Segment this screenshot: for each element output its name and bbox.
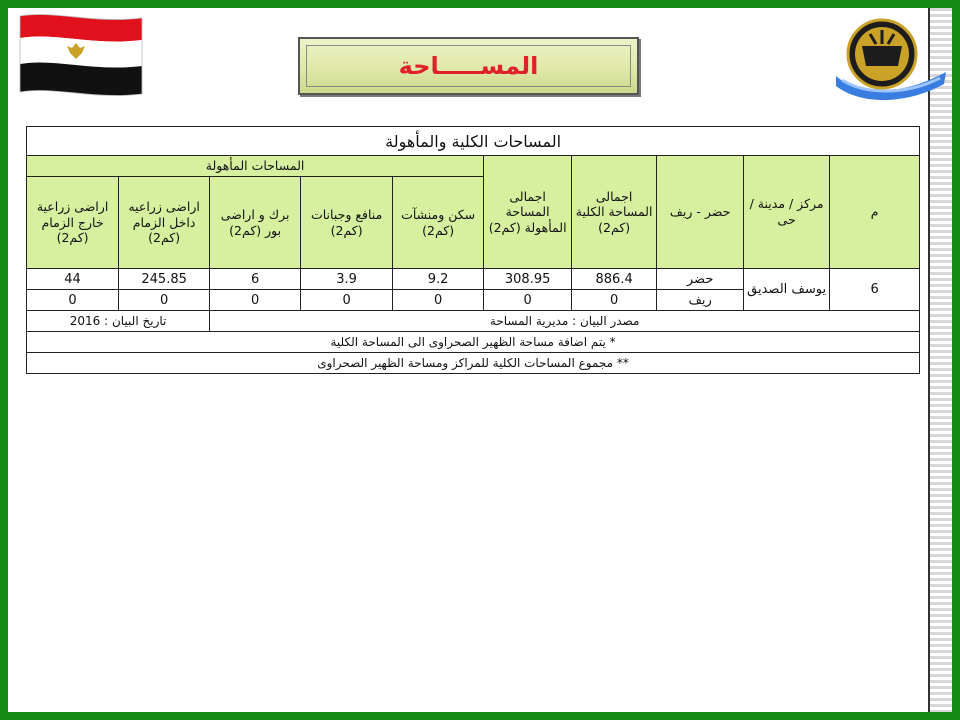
governorate-emblem-icon: [834, 14, 949, 106]
title-banner: [298, 37, 639, 95]
header-center: مركز / مدينة / حى: [744, 156, 830, 269]
date-note: تاريخ البيان : 2016: [27, 311, 210, 332]
header-populated-group: المساحات المأهولة: [27, 156, 484, 177]
header-ponds: برك و اراضى بور (كم2): [210, 177, 301, 269]
header-utilities: منافع وجبانات (كم2): [301, 177, 393, 269]
footnote-2: ** مجموع المساحات الكلية للمراكز ومساحة الظهير الصحراوى: [27, 353, 920, 374]
cell-utilities: 3.9: [301, 269, 393, 290]
cell-housing: 9.2: [393, 269, 484, 290]
cell-m: 6: [830, 269, 920, 311]
cell-total-populated: 0: [484, 290, 572, 311]
cell-total-area: 886.4: [572, 269, 657, 290]
header-urban-rural: حضر - ريف: [657, 156, 744, 269]
cell-ponds: 0: [210, 290, 301, 311]
cell-type: حضر: [657, 269, 744, 290]
cell-agri-inside: 0: [119, 290, 210, 311]
source-note: مصدر البيان : مديرية المساحة: [210, 311, 920, 332]
header-housing: سكن ومنشآت (كم2): [393, 177, 484, 269]
cell-agri-inside: 245.85: [119, 269, 210, 290]
cell-ponds: 6: [210, 269, 301, 290]
cell-housing: 0: [393, 290, 484, 311]
header-agri-outside: اراضى زراعية خارج الزمام (كم2): [27, 177, 119, 269]
decorative-strip: [928, 8, 952, 712]
cell-total-area: 0: [572, 290, 657, 311]
cell-agri-outside: 0: [27, 290, 119, 311]
table-caption: المساحات الكلية والمأهولة: [27, 127, 920, 156]
footnote-1: * يتم اضافة مساحة الظهير الصحراوى الى المساحة الكلية: [27, 332, 920, 353]
header-total-populated: اجمالى المساحة المأهولة (كم2): [484, 156, 572, 269]
cell-utilities: 0: [301, 290, 393, 311]
table-row: [27, 269, 920, 290]
header-total-area: اجمالى المساحة الكلية (كم2): [572, 156, 657, 269]
page-title: المســـــاحة: [398, 52, 539, 80]
header-m: م: [830, 156, 920, 269]
cell-type: ريف: [657, 290, 744, 311]
cell-total-populated: 308.95: [484, 269, 572, 290]
egypt-flag-icon: [14, 10, 149, 102]
header-agri-inside: اراضى زراعيه داخل الزمام (كم2): [119, 177, 210, 269]
areas-table: [26, 126, 920, 374]
cell-agri-outside: 44: [27, 269, 119, 290]
cell-center: يوسف الصديق: [744, 269, 830, 311]
